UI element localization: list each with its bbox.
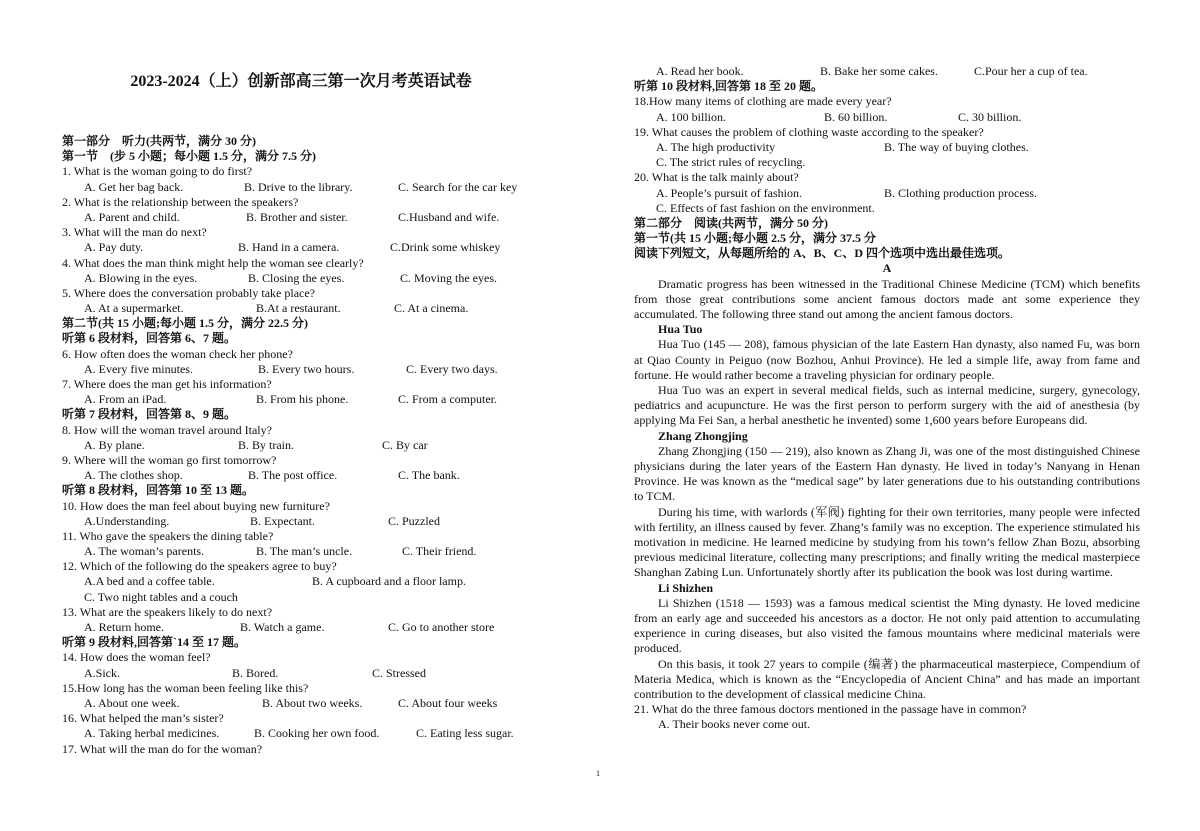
right-options-row: [634, 140, 1140, 155]
answer-option: A. Blowing in the eyes.: [84, 270, 198, 285]
answer-option: B. Bored.: [232, 665, 279, 680]
left-options-row: [62, 544, 540, 559]
answer-option: C. The bank.: [398, 468, 460, 483]
listening-continued: [634, 64, 1140, 261]
left-options-row: [62, 468, 540, 483]
right-options-row: [634, 64, 1140, 79]
left-question: 12. Which of the following do the speakers agree to buy?: [62, 559, 337, 574]
answer-option: B. The way of buying clothes.: [884, 139, 1029, 154]
answer-option: B. The man’s uncle.: [256, 544, 353, 559]
answer-option: A. Get her bag back.: [84, 179, 184, 194]
right-options-row: [634, 186, 1140, 201]
answer-option: A. Return home.: [84, 620, 164, 634]
left-section-heading: 第二节(共 15 小题;每小题 1.5 分，满分 22.5 分): [62, 316, 308, 331]
right-question: C. The strict rules of recycling.: [644, 155, 806, 170]
passage-intro: Dramatic progress has been witnessed in the Traditional Chinese Medicine (TCM) which benefits from those great contributions some ancient famous doctors made ant some experience they accumulated. The following three stand out among the ancient famous doctors.: [634, 276, 1140, 322]
left-options-row: [62, 240, 540, 255]
answer-option: B. Closing the eyes.: [248, 270, 345, 285]
left-question: 17. What will the man do for the woman?: [62, 741, 263, 756]
left-question: 5. Where does the conversation probably take place?: [62, 285, 316, 300]
answer-option: B. Brother and sister.: [246, 209, 348, 224]
doctor-heading: Zhang Zhongjing: [658, 428, 748, 443]
left-options-row: [62, 362, 540, 377]
left-options-row: [62, 726, 540, 741]
left-options-row: [62, 210, 540, 225]
right-question: 20. What is the talk mainly about?: [634, 170, 799, 185]
passage-paragraph: Hua Tuo (145 — 208), famous physician of the late Eastern Han dynasty, also named Fu, was born at Qiao County in Peiguo (now Bozhou, Anhui Province). He led a simple life, away from fame and fortune. He would rather become a traveling physician for ordinary people.: [634, 337, 1140, 382]
left-options-row: [62, 574, 540, 589]
left-options-row: [62, 271, 540, 286]
answer-option: C. 30 billion.: [958, 109, 1022, 124]
left-question: 14. How does the woman feel?: [62, 650, 211, 665]
answer-option: A. 100 billion.: [656, 109, 727, 124]
left-question: 16. What helped the man’s sister?: [62, 711, 224, 726]
left-question: 15.How long has the woman been feeling like this?: [62, 680, 309, 695]
passage-paragraph: Zhang Zhongjing (150 — 219), also known as Zhang Ji, was one of the most distinguished Chinese physicians during the later years of the Eastern Han dynasty. He lived in today’s Nanyang in Henan Province. He was known as the “medical sage” by later generations due to his outstanding contributions to TCM.: [634, 443, 1140, 504]
answer-option: A. Every five minutes.: [84, 361, 193, 376]
left-section-heading: 听第 9 段材料,回答第`14 至 17 题。: [62, 635, 246, 650]
answer-option: C.Drink some whiskey: [390, 240, 501, 255]
answer-option: C. Go to another store: [388, 620, 495, 634]
left-options-row: [62, 301, 540, 316]
left-question: 8. How will the woman travel around Italy?: [62, 422, 272, 437]
answer-option: C. From a computer.: [398, 392, 497, 407]
answer-option: A. People’s pursuit of fashion.: [656, 185, 802, 200]
reading-questions: [634, 702, 1140, 732]
page-number: 1: [596, 769, 600, 778]
left-options-row: [62, 180, 540, 195]
left-section-heading: 听第 7 段材料，回答第 8、9 题。: [62, 407, 237, 422]
left-options-row: [62, 696, 540, 711]
left-section-heading: 第一节 (步 5 小题；每小题 1.5 分，满分 7.5 分): [62, 149, 316, 164]
doctor-heading: Li Shizhen: [658, 580, 714, 595]
answer-option: C. By car: [382, 437, 428, 452]
answer-option: C. Every two days.: [406, 361, 498, 376]
left-question: 11. Who gave the speakers the dining table?: [62, 528, 274, 543]
left-question: 2. What is the relationship between the speakers?: [62, 194, 299, 209]
answer-option: C. Moving the eyes.: [400, 270, 497, 285]
right-column: [634, 64, 1140, 733]
passage-paragraph: During his time, with warlords (军阀) fighting for their own territories, many people were infected with fertility, an illness caused by fever. Zhang’s family was no exception. The experience stimulated his motivation in medicine. He learned medicine by studying from his town’s fellow Zhan Bozu, absorbing previous medicinal literature, collecting many prescriptions; and finally writing the medical masterpiece Shanghan Zabing Lun. Unfortunately shortly after its publication the book was lost during wartime.: [634, 504, 1140, 580]
reading-question: A. Their books never come out.: [658, 717, 811, 732]
passage-paragraph: Li Shizhen (1518 — 1593) was a famous medical scientist the Ming dynasty. He loved medicine from an early age and succeeded his ancestors as a doctor. He not only paid attention to accumulating experience in curing diseases, but also visited the famous mountains where medicinal materials were produced.: [634, 595, 1140, 656]
doctor-heading: Hua Tuo: [658, 322, 703, 337]
right-section-heading: 阅读下列短文，从每题所给的 A、B、C、D 四个选项中选出最佳选项。: [634, 246, 1011, 261]
right-options-row: [634, 110, 1140, 125]
answer-option: B. Expectant.: [250, 513, 315, 528]
answer-option: C.Pour her a cup of tea.: [974, 64, 1088, 78]
left-question: 4. What does the man think might help the woman see clearly?: [62, 255, 364, 270]
answer-option: C. Their friend.: [402, 544, 477, 559]
passage-paragraph: Hua Tuo was an expert in several medical fields, such as internal medicine, surgery, gynecology, pediatrics and acupuncture. He was the first person to perform surgery with the aid of anesthesia (by applying Ma Fei San, a herbal anesthetic he invented) some 1,600 years before Europeans did.: [634, 383, 1140, 428]
answer-option: A. At a supermarket.: [84, 301, 184, 316]
left-options-row: [62, 392, 540, 407]
answer-option: C.Husband and wife.: [398, 209, 500, 224]
answer-option: A. The clothes shop.: [84, 468, 183, 483]
answer-option: A. The high productivity: [656, 139, 776, 154]
reading-question: 21. What do the three famous doctors mentioned in the passage have in common?: [634, 702, 1027, 717]
answer-option: C. Puzzled: [388, 513, 440, 528]
answer-option: A. By plane.: [84, 437, 145, 452]
answer-option: C. Eating less sugar.: [416, 726, 514, 741]
answer-option: B. Clothing production process.: [884, 185, 1037, 200]
answer-option: A. Parent and child.: [84, 209, 180, 224]
answer-option: B.At a restaurant.: [256, 301, 341, 316]
answer-option: B. A cupboard and a floor lamp.: [312, 574, 466, 589]
right-question: 19. What causes the problem of clothing waste according to the speaker?: [634, 124, 984, 139]
answer-option: A. Taking herbal medicines.: [84, 726, 220, 741]
left-options-row: [62, 438, 540, 453]
passage-letter: A: [882, 261, 892, 276]
right-section-heading: 第二部分 阅读(共两节，满分 50 分): [634, 215, 828, 230]
left-column: [62, 134, 540, 757]
left-question: 7. Where does the man get his information?: [62, 377, 272, 391]
answer-option: B. Hand in a camera.: [238, 240, 340, 255]
right-question: 18.How many items of clothing are made every year?: [634, 94, 892, 109]
left-section-heading: 听第 6 段材料，回答第 6、7 题。: [62, 331, 237, 346]
answer-option: A. Pay duty.: [84, 240, 144, 255]
answer-option: C. At a cinema.: [394, 301, 469, 316]
left-question: 1. What is the woman going to do first?: [62, 164, 253, 179]
passage-paragraph: On this basis, it took 27 years to compile (编著) the pharmaceutical masterpiece, Compendium of Materia Medica, which is known as the “Encyclopedia of Ancient China” and has made an important contribution to the development of classical medicine China.: [634, 656, 1140, 702]
answer-option: B. From his phone.: [256, 392, 349, 407]
answer-option: B. 60 billion.: [824, 109, 888, 124]
answer-option: A. The woman’s parents.: [84, 544, 205, 559]
right-section-heading: 听第 10 段材料,回答第 18 至 20 题。: [634, 79, 824, 94]
reading-passage-a: [634, 261, 1140, 702]
answer-option: A. About one week.: [84, 695, 180, 710]
left-question: 6. How often does the woman check her phone?: [62, 346, 293, 361]
answer-option: B. Bake her some cakes.: [820, 64, 938, 78]
answer-option: B. By train.: [238, 437, 294, 452]
answer-option: B. Watch a game.: [240, 620, 325, 634]
left-section-heading: 第一部分 听力(共两节，满分 30 分): [62, 134, 256, 148]
answer-option: A.Understanding.: [84, 513, 170, 528]
left-options-row: [62, 514, 540, 529]
answer-option: B. About two weeks.: [262, 695, 363, 710]
answer-option: A. Read her book.: [656, 64, 744, 78]
left-question: C. Two night tables and a couch: [72, 589, 238, 604]
left-question: 13. What are the speakers likely to do next?: [62, 604, 273, 619]
left-options-row: [62, 666, 540, 681]
left-question: 10. How does the man feel about buying new furniture?: [62, 498, 330, 513]
left-question: 9. Where will the woman go first tomorrow?: [62, 452, 277, 467]
answer-option: B. Every two hours.: [258, 361, 355, 376]
left-section-heading: 听第 8 段材料，回答第 10 至 13 题。: [62, 483, 255, 498]
answer-option: A. From an iPad.: [84, 392, 167, 407]
answer-option: B. Drive to the library.: [244, 179, 353, 194]
right-section-heading: 第一节(共 15 小题;每小题 2.5 分，满分 37.5 分: [634, 231, 876, 246]
right-question: C. Effects of fast fashion on the environment.: [644, 200, 875, 215]
exam-title: 2023-2024（上）创新部高三第一次月考英语试卷: [130, 73, 472, 90]
left-options-row: [62, 620, 540, 635]
passage-sections: [634, 322, 1140, 702]
left-question: 3. What will the man do next?: [62, 225, 207, 240]
answer-option: A.Sick.: [84, 665, 120, 680]
answer-option: C. About four weeks: [398, 695, 498, 710]
answer-option: B. Cooking her own food.: [254, 726, 380, 741]
answer-option: A.A bed and a coffee table.: [84, 574, 215, 589]
answer-option: C. Search for the car key: [398, 179, 518, 194]
answer-option: B. The post office.: [248, 468, 338, 483]
answer-option: C. Stressed: [372, 665, 426, 680]
